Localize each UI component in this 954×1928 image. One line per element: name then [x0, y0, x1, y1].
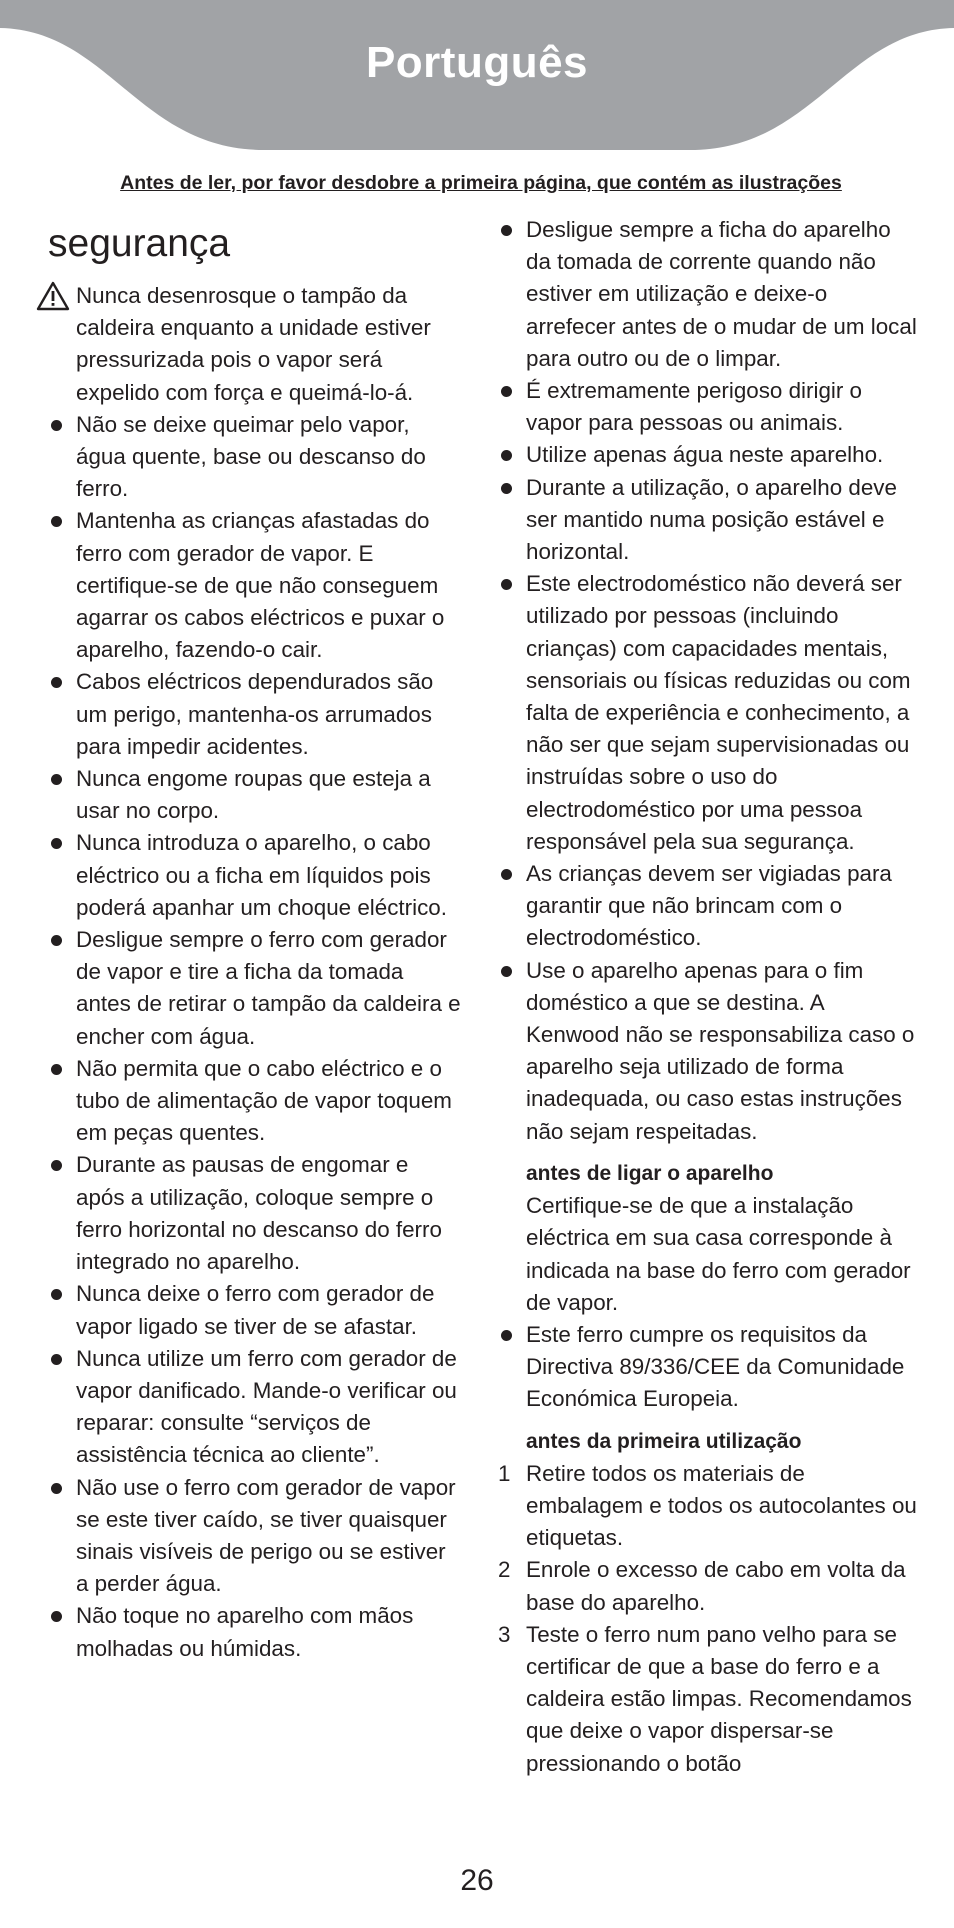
- safety-item: [48, 763, 463, 827]
- safety-item: [498, 375, 918, 439]
- safety-item: [498, 439, 918, 471]
- item-text: Utilize apenas água neste aparelho.: [526, 442, 884, 468]
- item-text: Desligue sempre o ferro com gerador de vapor e tire a ficha da tomada antes de retirar o tampão da caldeira e encher com água.: [76, 927, 461, 1049]
- item-text: Nunca engome roupas que esteja a usar no corpo.: [76, 766, 431, 824]
- item-text: Use o aparelho apenas para o fim doméstico a que se destina. A Kenwood não se responsabiliza caso o aparelho seja utilizado de forma inadequada, ou caso estas instruções não sejam respeitadas.: [526, 957, 915, 1144]
- bullet-icon: [501, 386, 512, 397]
- item-text: Retire todos os materiais de embalagem e todos os autocolantes ou etiquetas.: [526, 1460, 917, 1551]
- section-title-before-plugging: antes de ligar o aparelho: [526, 1161, 774, 1185]
- item-text: Durante as pausas de engomar e após a utilização, coloque sempre o ferro horizontal no descanso do ferro integrado no aparelho.: [76, 1152, 442, 1275]
- step-number: 1: [498, 1460, 511, 1486]
- safety-list: [48, 280, 463, 1665]
- first-use-step: [498, 1458, 918, 1555]
- compliance-item: [498, 1319, 918, 1416]
- item-text: Nunca deixe o ferro com gerador de vapor ligado se tiver de se afastar.: [76, 1281, 435, 1339]
- safety-item: [48, 924, 463, 1053]
- item-text: Não use o ferro com gerador de vapor se este tiver caído, se tiver quaisquer sinais visíveis de perigo ou se estiver a perder água.: [76, 1474, 456, 1597]
- safety-item: [48, 666, 463, 763]
- bullet-icon: [501, 483, 512, 494]
- safety-item: [498, 568, 918, 858]
- first-use-step: [498, 1619, 918, 1780]
- bullet-icon: [51, 1289, 62, 1300]
- item-text: Este electrodoméstico não deverá ser utilizado por pessoas (incluindo crianças) com capacidades mentais, sensoriais ou físicas reduzidas ou com falta de experiência e conhecimento, a não ser que sejam supervisionadas ou instruídas sobre o uso do electrodoméstico por uma pessoa responsável pela sua segurança.: [526, 571, 911, 854]
- bullet-icon: [51, 1611, 62, 1622]
- step-number: 2: [498, 1557, 511, 1583]
- safety-item: [48, 827, 463, 924]
- bullet-icon: [501, 1330, 512, 1341]
- safety-item: [498, 472, 918, 569]
- bullet-icon: [501, 225, 512, 236]
- bullet-icon: [51, 1354, 62, 1365]
- item-text: Nunca desenrosque o tampão da caldeira enquanto a unidade estiver pressurizada pois o vapor será expelido com força e queimá-lo-á.: [76, 283, 431, 405]
- safety-item: [48, 1149, 463, 1278]
- left-column: [48, 214, 463, 1665]
- safety-item: [48, 1053, 463, 1150]
- item-text: As crianças devem ser vigiadas para garantir que não brincam com o electrodoméstico.: [526, 861, 892, 951]
- bullet-icon: [51, 1064, 62, 1075]
- electrical-paragraph: Certifique-se de que a instalação eléctrica em sua casa corresponde à indicada na base do ferro com gerador de vapor.: [526, 1193, 911, 1315]
- section-title-safety: segurança: [48, 222, 231, 265]
- bullet-icon: [501, 579, 512, 590]
- right-column: [498, 214, 918, 1780]
- safety-list-continued: [498, 214, 918, 1148]
- first-use-step: [498, 1554, 918, 1618]
- safety-item: [48, 505, 463, 666]
- item-text: Desligue sempre a ficha do aparelho da tomada de corrente quando não estiver em utilização e deixe-o arrefecer antes de o mudar de um local para outro ou de o limpar.: [526, 217, 917, 371]
- item-text: Durante a utilização, o aparelho deve ser mantido numa posição estável e horizontal.: [526, 474, 897, 565]
- item-text: Enrole o excesso de cabo em volta da base do aparelho.: [526, 1557, 906, 1615]
- page-number: 26: [460, 1864, 494, 1897]
- safety-item: [48, 1278, 463, 1342]
- item-text: Não toque no aparelho com mãos molhadas ou húmidas.: [76, 1603, 414, 1661]
- first-use-steps: [498, 1458, 918, 1780]
- item-text: Nunca utilize um ferro com gerador de vapor danificado. Mande-o verificar ou reparar: consulte “serviços de assistência técnica ao cliente”.: [76, 1345, 457, 1468]
- bullet-icon: [501, 869, 512, 880]
- item-text: É extremamente perigoso dirigir o vapor para pessoas ou animais.: [526, 378, 863, 436]
- item-text: Cabos eléctricos dependurados são um perigo, mantenha-os arrumados para impedir acidentes.: [76, 669, 434, 759]
- bullet-icon: [51, 1160, 62, 1171]
- header-band: [0, 0, 954, 160]
- before-plugging-list: [498, 1319, 918, 1416]
- item-text: Nunca introduza o aparelho, o cabo eléctrico ou a ficha em líquidos pois poderá apanhar um choque eléctrico.: [76, 830, 447, 920]
- bullet-icon: [51, 1483, 62, 1494]
- safety-item: [48, 280, 463, 409]
- item-text: Este ferro cumpre os requisitos da Directiva 89/336/CEE da Comunidade Económica Europeia.: [526, 1321, 905, 1412]
- bullet-icon: [51, 935, 62, 946]
- safety-item: [48, 409, 463, 506]
- bullet-icon: [51, 677, 62, 688]
- bullet-icon: [51, 420, 62, 431]
- fold-out-notice: Antes de ler, por favor desdobre a primeira página, que contém as ilustrações: [120, 172, 842, 194]
- step-number: 3: [498, 1621, 511, 1647]
- safety-item: [48, 1343, 463, 1472]
- bullet-icon: [501, 966, 512, 977]
- item-text: Não permita que o cabo eléctrico e o tubo de alimentação de vapor toquem em peças quentes.: [76, 1055, 452, 1146]
- warning-icon: [36, 281, 70, 311]
- section-title-before-first-use: antes da primeira utilização: [526, 1429, 802, 1453]
- bullet-icon: [51, 774, 62, 785]
- safety-item: [498, 214, 918, 375]
- bullet-icon: [501, 450, 512, 461]
- safety-item: [498, 955, 918, 1148]
- bullet-icon: [51, 838, 62, 849]
- safety-item: [498, 858, 918, 955]
- item-text: Teste o ferro num pano velho para se certificar de que a base do ferro e a caldeira estão limpas. Recomendamos que deixe o vapor dispersar-se pressionando o botão: [526, 1621, 912, 1776]
- safety-item: [48, 1600, 463, 1664]
- safety-item: [48, 1472, 463, 1601]
- item-text: Mantenha as crianças afastadas do ferro com gerador de vapor. E certifique-se de que não conseguem agarrar os cabos eléctricos e puxar o aparelho, fazendo-o cair.: [76, 508, 445, 663]
- bullet-icon: [51, 516, 62, 527]
- item-text: Não se deixe queimar pelo vapor, água quente, base ou descanso do ferro.: [76, 411, 426, 502]
- language-title: Português: [365, 38, 589, 87]
